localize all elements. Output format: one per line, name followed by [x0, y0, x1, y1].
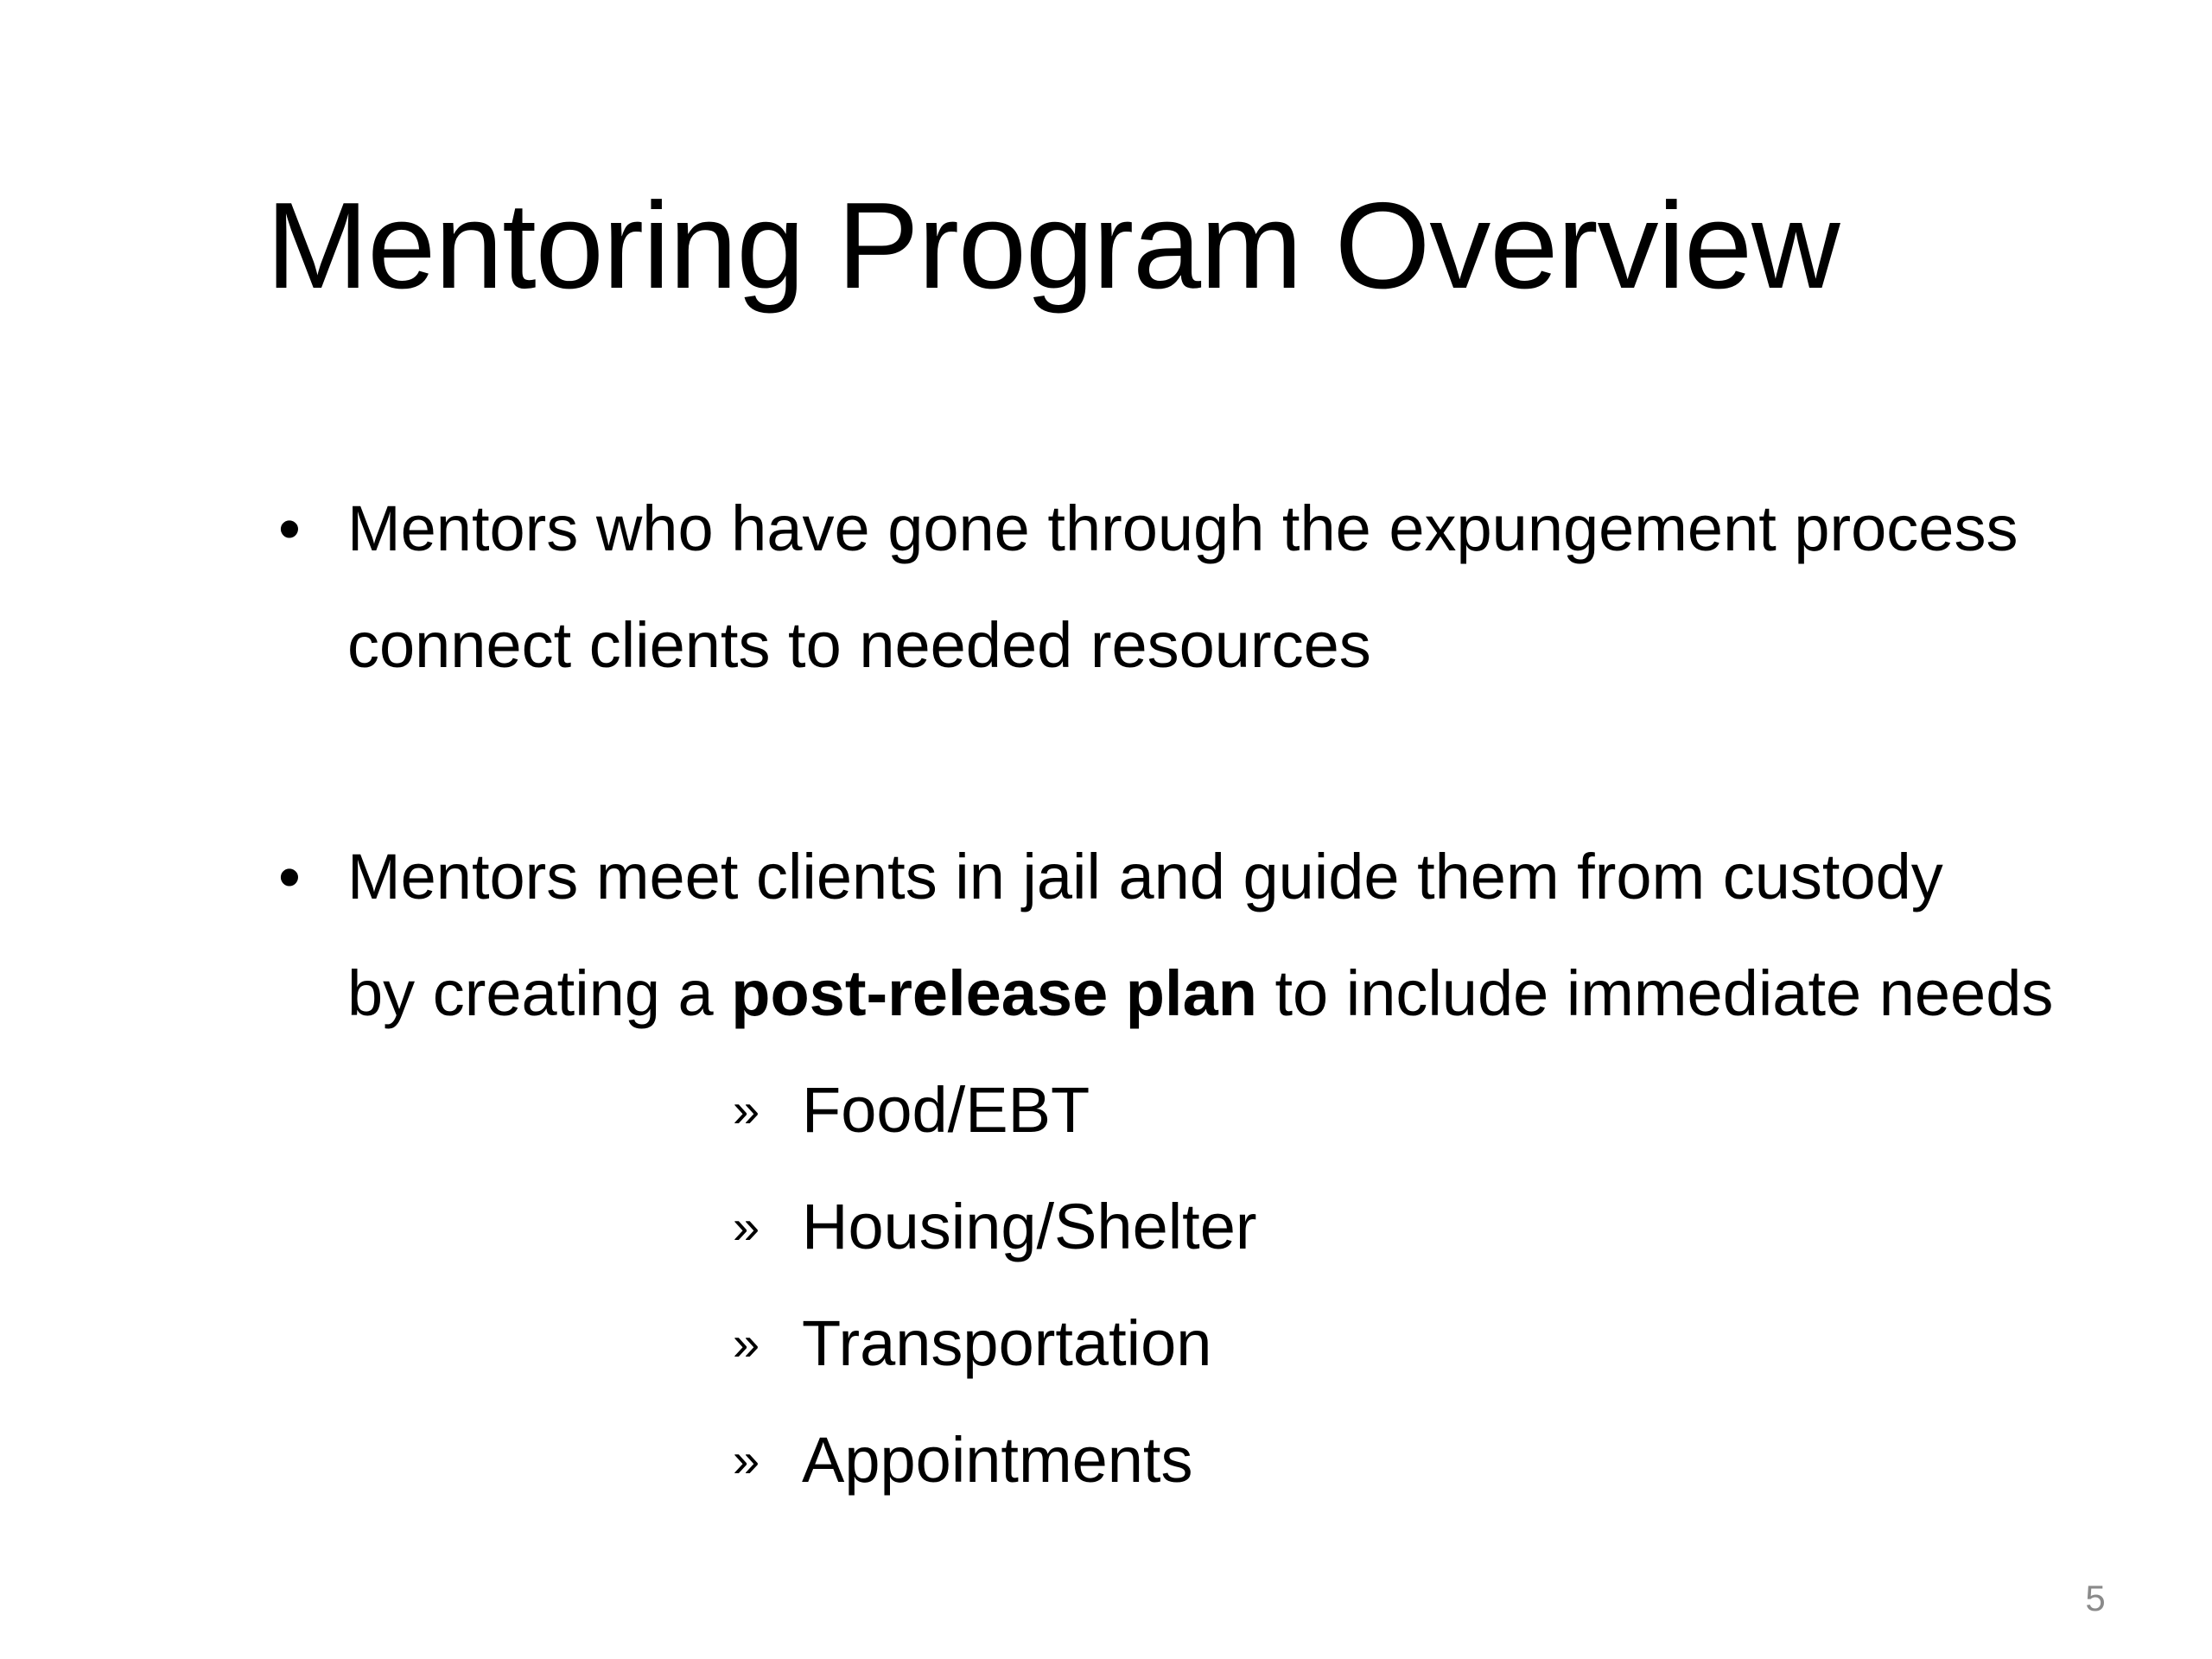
- double-chevron-icon: »: [733, 1433, 760, 1487]
- bullet-icon: •: [278, 493, 301, 564]
- bullet-text: [347, 470, 2188, 703]
- sub-item-label: Housing/Shelter: [802, 1191, 1257, 1262]
- sub-item-transportation: [733, 1285, 1211, 1402]
- bullet-line: Mentors who have gone through the expungement process: [347, 493, 2018, 564]
- bullet-line: connect clients to needed resources: [347, 609, 1371, 681]
- slide-title: Mentoring Program Overview: [266, 177, 1840, 315]
- sub-item-label: Appointments: [802, 1424, 1193, 1496]
- double-chevron-icon: »: [733, 1199, 760, 1254]
- sub-item-appointments: [733, 1402, 1193, 1518]
- bullet-text-prefix: by creating a: [347, 957, 732, 1029]
- sub-item-label: Food/EBT: [802, 1074, 1090, 1146]
- bullet-item-2: [268, 818, 2186, 1052]
- bullet-text-suffix: to include immediate needs: [1256, 957, 2054, 1029]
- bullet-item-1: [268, 470, 2186, 703]
- bullet-line: [347, 935, 2188, 1052]
- bullet-icon: •: [278, 841, 301, 912]
- double-chevron-icon: »: [733, 1316, 760, 1370]
- double-chevron-icon: »: [733, 1083, 760, 1137]
- page-number: 5: [2085, 1578, 2106, 1618]
- sub-item-housing-shelter: [733, 1168, 1257, 1285]
- bullet-line: Mentors meet clients in jail and guide them from custody: [347, 841, 1943, 912]
- post-release-plan-emphasis: post-release plan: [731, 957, 1257, 1029]
- sub-item-label: Transportation: [802, 1307, 1212, 1379]
- sub-item-food-ebt: [733, 1052, 1090, 1168]
- bullet-text: [347, 818, 2188, 1052]
